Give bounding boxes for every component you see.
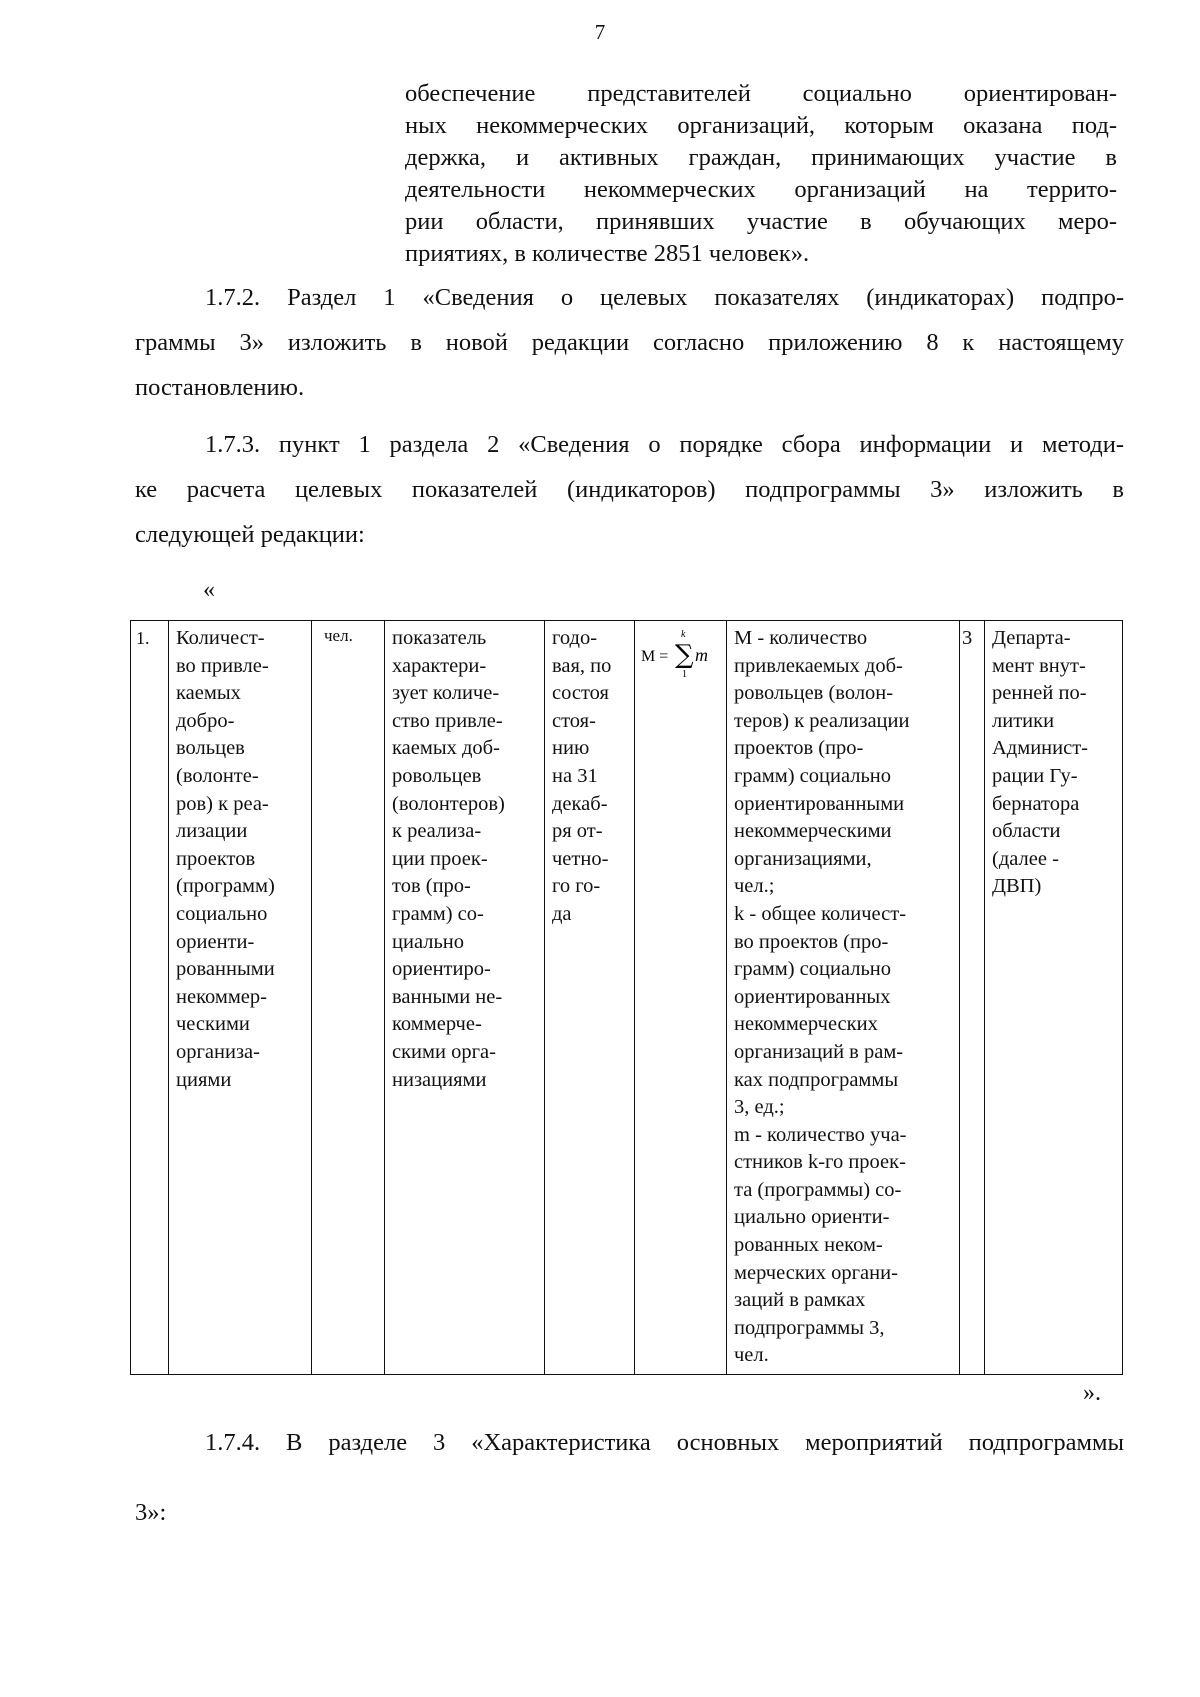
cell-line: ренней по- <box>992 682 1087 705</box>
cell-line: некоммерческими <box>734 820 892 843</box>
cell-line: организаций в рам- <box>734 1040 904 1063</box>
cell-line: теров) к реализации <box>734 709 910 732</box>
cell-line: во привле- <box>176 654 269 677</box>
text-line: ке расчета целевых показателей (индикаторов) подпрограммы 3» изложить в <box>135 476 1124 503</box>
cell-line: на 31 <box>552 764 598 787</box>
cell-line: бернатора <box>992 792 1080 815</box>
cell-line: лизации <box>176 820 248 843</box>
cell-line: ориенти- <box>176 930 255 953</box>
cell-line: зует количе- <box>392 682 500 705</box>
cell-line: ДВП) <box>992 875 1042 898</box>
cell-line: ванными не- <box>392 985 503 1008</box>
cell-line: ции проек- <box>392 847 488 870</box>
paragraph-1-7-2 <box>135 275 1124 410</box>
formula-lhs: M = <box>641 648 669 665</box>
formula-sum-sign: ∑ <box>675 640 694 670</box>
cell-line: показатель <box>392 627 487 649</box>
cell-line: (программ) <box>176 875 275 898</box>
cell-line: каемых доб- <box>392 737 500 760</box>
text-line: 3»: <box>135 1499 167 1526</box>
cell-indicator-name <box>169 621 312 1375</box>
indicator-table <box>130 620 1123 1375</box>
cell-method-code: 3 <box>960 621 985 1375</box>
cell-line: ориентированных <box>734 985 891 1008</box>
cell-line: циями <box>176 1068 232 1091</box>
cell-line: ровольцев <box>392 764 482 787</box>
cell-line: во проектов (про- <box>734 930 889 953</box>
cell-line: грамм) социально <box>734 764 892 787</box>
cell-line: чел. <box>734 1344 769 1367</box>
cell-line: низациями <box>392 1068 487 1091</box>
cell-line: ориентиро- <box>392 958 491 981</box>
text-line: граммы 3» изложить в новой редакции согласно приложению 8 к настоящему <box>135 329 1124 356</box>
table-row <box>131 621 1123 1375</box>
page-number: 7 <box>594 20 606 44</box>
cell-line: грамм) со- <box>392 902 484 925</box>
text-line: держка, и активных граждан, принимающих участие в <box>405 144 1117 171</box>
cell-line: рованных неком- <box>734 1234 883 1257</box>
cell-line: М - количество <box>734 627 868 649</box>
cell-line: проектов (про- <box>734 737 864 760</box>
formula-upper-limit: k <box>681 629 686 640</box>
cell-line: рации Гу- <box>992 764 1078 787</box>
cell-period <box>545 621 635 1375</box>
text-line: ных некоммерческих организаций, которым оказана под- <box>405 112 1117 139</box>
intro-continuation-text <box>405 78 1117 270</box>
cell-line: Количест- <box>176 627 265 649</box>
cell-line: области <box>992 820 1061 843</box>
cell-line: вольцев <box>176 737 245 760</box>
text-line: приятиях, в количестве 2851 человек». <box>405 240 810 267</box>
cell-line: грамм) социально <box>734 958 892 981</box>
cell-line: ориентированными <box>734 792 905 815</box>
cell-line: (волонте- <box>176 764 259 787</box>
paragraph-1-7-4 <box>135 1420 1124 1535</box>
formula-lower-limit: 1 <box>682 669 687 680</box>
cell-line: четно- <box>552 847 609 870</box>
cell-responsible <box>985 621 1123 1375</box>
cell-line: Департа- <box>992 627 1071 649</box>
cell-line: коммерче- <box>392 1013 482 1036</box>
opening-quote-mark: « <box>203 577 215 603</box>
cell-line: та (программы) со- <box>734 1178 902 1201</box>
text-line: рии области, принявших участие в обучающих меро- <box>405 208 1117 235</box>
closing-quote-mark: ». <box>1083 1380 1101 1406</box>
cell-line: мент внут- <box>992 654 1086 677</box>
cell-line: привлекаемых доб- <box>734 654 903 677</box>
cell-line: каемых <box>176 682 241 705</box>
cell-line: декаб- <box>552 792 608 815</box>
cell-line: стоя- <box>552 709 596 732</box>
cell-line: характери- <box>392 654 487 677</box>
paragraph-1-7-3 <box>135 422 1124 557</box>
text-line: следующей редакции: <box>135 521 365 548</box>
cell-line: ря от- <box>552 820 603 843</box>
cell-line: нию <box>552 737 590 760</box>
cell-line: скими орга- <box>392 1040 496 1063</box>
cell-line: к реализа- <box>392 820 482 843</box>
cell-line: состоя <box>552 682 609 705</box>
text-line: деятельности некоммерческих организаций на террито- <box>405 176 1117 203</box>
cell-line: некоммерческих <box>734 1013 878 1036</box>
cell-line: рованными <box>176 958 275 981</box>
text-line: 1.7.4. В разделе 3 «Характеристика основных мероприятий подпрограммы <box>205 1429 1124 1456</box>
cell-line: тов (про- <box>392 875 471 898</box>
cell-line: добро- <box>176 709 235 732</box>
cell-line: вая, по <box>552 654 612 677</box>
formula-graphic <box>641 627 719 707</box>
cell-line: некоммер- <box>176 985 267 1008</box>
cell-line: проектов <box>176 847 256 870</box>
cell-number: 1. <box>131 621 169 1375</box>
cell-line: литики <box>992 709 1055 732</box>
cell-line: (волонтеров) <box>392 792 505 815</box>
cell-line: ров) к реа- <box>176 792 269 815</box>
cell-line: организациями, <box>734 847 872 870</box>
cell-formula <box>635 621 727 1375</box>
cell-variables <box>727 621 960 1375</box>
cell-line: ческими <box>176 1013 250 1036</box>
cell-line: социально <box>176 902 268 925</box>
text-line: 1.7.3. пункт 1 раздела 2 «Сведения о порядке сбора информации и методи- <box>205 431 1124 458</box>
cell-line: m - количество уча- <box>734 1123 907 1146</box>
cell-line: ство привле- <box>392 709 503 732</box>
cell-line: да <box>552 902 572 925</box>
cell-line: годо- <box>552 627 598 649</box>
cell-line: циально ориенти- <box>734 1206 890 1229</box>
cell-line: циально <box>392 930 465 953</box>
formula-variable: m <box>695 645 708 665</box>
cell-line: го го- <box>552 875 601 898</box>
cell-line: мерческих органи- <box>734 1261 898 1284</box>
cell-line: (далее - <box>992 847 1059 870</box>
cell-line: ровольцев (волон- <box>734 682 894 705</box>
cell-line: заций в рамках <box>734 1289 866 1312</box>
text-line: постановлению. <box>135 374 305 401</box>
text-line: 1.7.2. Раздел 1 «Сведения о целевых показателях (индикаторах) подпро- <box>205 284 1124 311</box>
cell-line: Админист- <box>992 737 1089 760</box>
cell-line: ках подпрограммы <box>734 1068 899 1091</box>
text-line: обеспечение представителей социально ориентирован- <box>405 80 1117 107</box>
cell-line: подпрограммы 3, <box>734 1316 885 1339</box>
cell-line: 3, ед.; <box>734 1096 785 1119</box>
cell-line: чел.; <box>734 875 775 898</box>
cell-line: стников k-го проек- <box>734 1151 906 1174</box>
cell-line: организа- <box>176 1040 260 1063</box>
cell-unit: чел. <box>312 621 385 1375</box>
cell-line: k - общее количест- <box>734 902 907 925</box>
cell-description <box>385 621 545 1375</box>
